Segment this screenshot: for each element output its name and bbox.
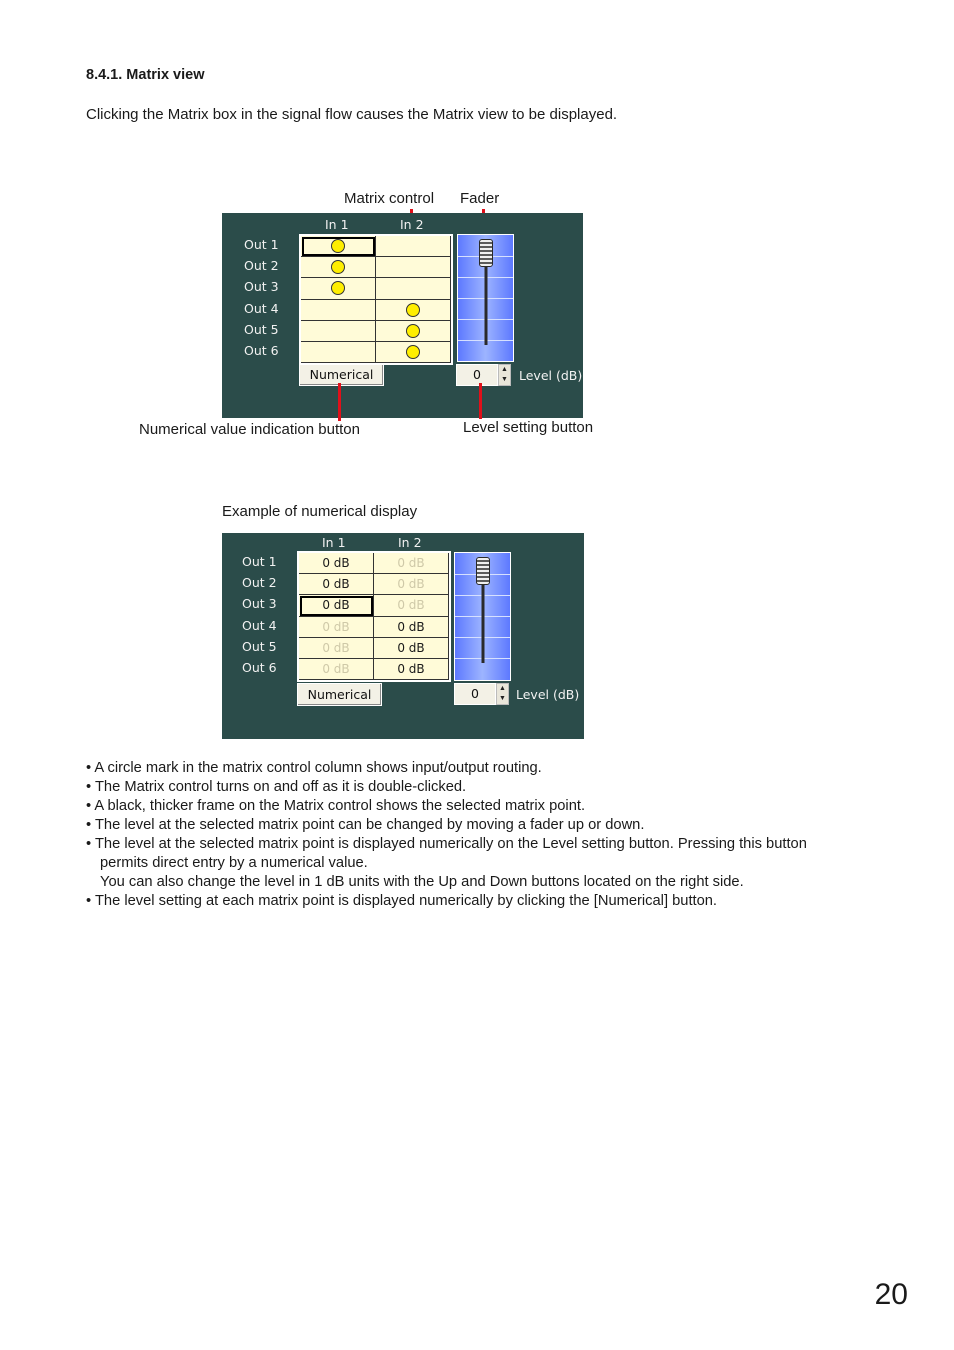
matrix-cell[interactable] — [301, 300, 376, 321]
matrix-cell[interactable] — [376, 321, 451, 342]
matrix-cell[interactable]: 0 dB — [299, 638, 374, 659]
matrix-cell[interactable]: 0 dB — [299, 595, 374, 616]
matrix-cell[interactable]: 0 dB — [374, 659, 449, 680]
matrix-cell[interactable]: 0 dB — [374, 595, 449, 616]
matrix-cell[interactable]: 0 dB — [374, 617, 449, 638]
matrix-cell[interactable]: 0 dB — [374, 574, 449, 595]
fader[interactable] — [454, 552, 511, 681]
routing-mark-icon — [406, 345, 420, 359]
fader[interactable] — [457, 234, 514, 362]
matrix-cell[interactable]: 0 dB — [299, 617, 374, 638]
bullet-item: • The Matrix control turns on and off as it is double-clicked. — [86, 779, 467, 795]
routing-mark-icon — [331, 281, 345, 295]
row-label-out3: Out 3 — [244, 279, 279, 295]
example-caption: Example of numerical display — [222, 503, 418, 520]
spin-down-icon[interactable]: ▼ — [499, 695, 506, 702]
spin-down-icon[interactable]: ▼ — [501, 376, 508, 383]
matrix-cell[interactable] — [301, 278, 376, 299]
routing-mark-icon — [331, 239, 345, 253]
matrix-grid-numerical — [297, 551, 451, 682]
row-label-out1: Out 1 — [244, 237, 279, 252]
fader-knob-icon[interactable] — [479, 239, 493, 267]
row-label-out3: Out 3 — [242, 596, 277, 612]
matrix-cell[interactable] — [376, 278, 451, 299]
matrix-grid — [299, 234, 453, 365]
section-heading: 8.4.1. Matrix view — [86, 67, 205, 83]
col-head-in2: In 2 — [400, 217, 424, 232]
row-label-out6: Out 6 — [242, 660, 277, 675]
callout-line-level — [479, 383, 482, 419]
matrix-cell[interactable]: 0 dB — [374, 553, 449, 574]
routing-mark-icon — [406, 303, 420, 317]
numerical-display-panel — [222, 533, 584, 739]
intro-text: Clicking the Matrix box in the signal flow causes the Matrix view to be displayed. — [86, 106, 618, 123]
callout-matrix-control: Matrix control — [344, 190, 435, 207]
row-label-out4: Out 4 — [242, 617, 277, 633]
routing-mark-icon — [406, 324, 420, 338]
callout-numerical-button: Numerical value indication button — [139, 421, 360, 438]
page-number: 20 — [874, 1278, 908, 1311]
row-label-out2: Out 2 — [242, 575, 277, 591]
matrix-cell[interactable]: 0 dB — [299, 659, 374, 680]
level-label: Level (dB) — [516, 687, 580, 702]
matrix-cell[interactable] — [301, 342, 376, 363]
row-label-out5: Out 5 — [244, 321, 279, 337]
numerical-button[interactable]: Numerical — [297, 683, 382, 706]
row-label-out2: Out 2 — [244, 258, 279, 274]
bullet-continuation: You can also change the level in 1 dB units with the Up and Down buttons located on the right side. — [100, 874, 744, 890]
bullet-list — [86, 759, 886, 911]
matrix-cell[interactable] — [376, 236, 451, 257]
fader-knob-icon[interactable] — [476, 557, 490, 585]
level-setting-button[interactable]: 0 — [454, 683, 496, 705]
level-label: Level (dB) — [519, 368, 583, 383]
callout-fader: Fader — [460, 190, 500, 207]
col-head-in2: In 2 — [398, 535, 422, 550]
bullet-continuation: permits direct entry by a numerical value. — [100, 855, 368, 871]
routing-mark-icon — [331, 260, 345, 274]
matrix-cell[interactable] — [301, 257, 376, 278]
matrix-cell[interactable] — [376, 300, 451, 321]
matrix-cell[interactable] — [376, 342, 451, 363]
matrix-cell[interactable] — [301, 236, 376, 257]
matrix-cell[interactable]: 0 dB — [299, 553, 374, 574]
row-label-out1: Out 1 — [242, 554, 277, 569]
matrix-view-panel — [222, 213, 583, 418]
bullet-item: • The level at the selected matrix point can be changed by moving a fader up or down. — [86, 817, 645, 833]
numerical-button[interactable]: Numerical — [299, 364, 384, 386]
callout-line-numerical — [338, 383, 341, 421]
spin-up-icon[interactable]: ▲ — [499, 685, 506, 692]
bullet-item: • A circle mark in the matrix control column shows input/output routing. — [86, 760, 542, 776]
row-label-out6: Out 6 — [244, 343, 279, 358]
matrix-cell[interactable] — [301, 321, 376, 342]
matrix-cell[interactable] — [376, 257, 451, 278]
spin-up-icon[interactable]: ▲ — [501, 366, 508, 373]
matrix-cell[interactable]: 0 dB — [299, 574, 374, 595]
col-head-in1: In 1 — [322, 535, 346, 550]
bullet-item: • The level at the selected matrix point is displayed numerically on the Level setting button. Pressing this button — [86, 836, 807, 852]
bullet-item: • A black, thicker frame on the Matrix control shows the selected matrix point. — [86, 798, 586, 814]
row-label-out4: Out 4 — [244, 300, 279, 316]
bullet-item: • The level setting at each matrix point is displayed numerically by clicking the [Numerical] button. — [86, 893, 718, 909]
level-spin-buttons[interactable] — [496, 683, 509, 705]
matrix-cell[interactable]: 0 dB — [374, 638, 449, 659]
col-head-in1: In 1 — [325, 217, 349, 232]
callout-level-button: Level setting button — [463, 419, 594, 436]
level-setting-button[interactable]: 0 — [456, 364, 498, 386]
level-spin-buttons[interactable] — [498, 364, 511, 386]
row-label-out5: Out 5 — [242, 638, 277, 654]
